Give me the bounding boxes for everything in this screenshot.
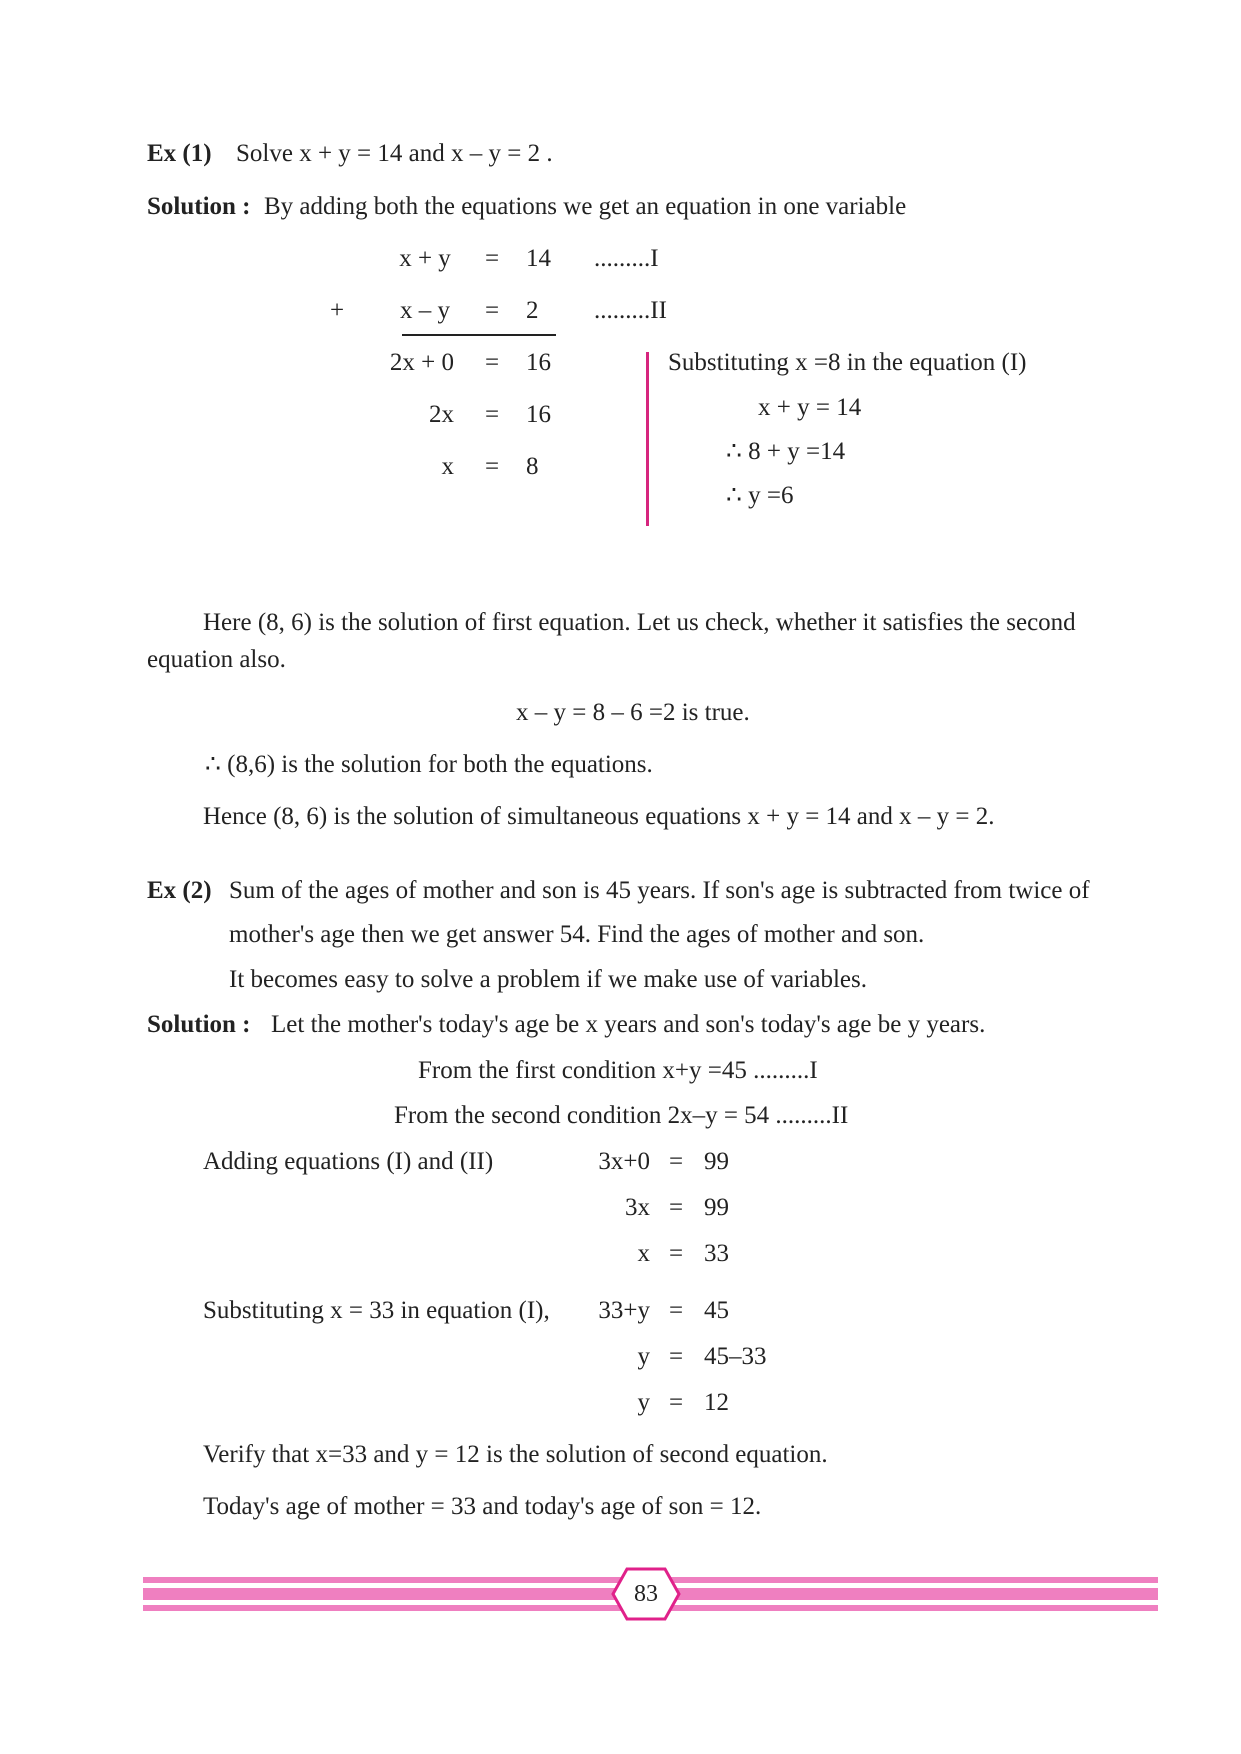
sum3-lhs: x: [441, 453, 454, 480]
sub1-lhs: 33+y: [598, 1297, 650, 1324]
ex2-problem-line-1: Sum of the ages of mother and son is 45 years. If son's age is subtracted from twice of: [229, 877, 1090, 904]
add2-rhs: 99: [704, 1194, 729, 1221]
sub3-lhs: y: [637, 1389, 650, 1416]
check-paragraph-line-2: equation also.: [147, 646, 286, 673]
subst-title: Substituting x =8 in the equation (I): [668, 349, 1027, 376]
answer-line: Today's age of mother = 33 and today's age of son = 12.: [203, 1493, 762, 1520]
eq1-equals: =: [484, 245, 500, 272]
add2-equals: =: [668, 1194, 684, 1221]
subst-line-3: ∴ y =6: [726, 482, 794, 509]
ex2-label: Ex (2): [147, 877, 212, 904]
ex1-problem: Solve x + y = 14 and x – y = 2 .: [236, 140, 553, 167]
sum-underline: [402, 334, 556, 336]
subst-line-2: ∴ 8 + y =14: [726, 438, 846, 465]
sum2-lhs: 2x: [429, 401, 454, 428]
eq1-lhs: x + y: [399, 245, 451, 272]
page-number: 83: [634, 1581, 658, 1607]
plus-sign: +: [330, 297, 345, 324]
sub3-equals: =: [668, 1389, 684, 1416]
therefore-line: ∴ (8,6) is the solution for both the equations.: [205, 751, 653, 778]
sum3-equals: =: [484, 453, 500, 480]
substituting-label: Substituting x = 33 in equation (I),: [203, 1297, 550, 1324]
check-equation: x – y = 8 – 6 =2 is true.: [516, 699, 750, 726]
condition-1: From the first condition x+y =45 .........I: [418, 1057, 818, 1084]
sum2-rhs: 16: [526, 401, 551, 428]
sub2-lhs: y: [637, 1343, 650, 1370]
ex2-problem-line-3: It becomes easy to solve a problem if we make use of variables.: [229, 966, 867, 993]
sum2-equals: =: [484, 401, 500, 428]
divider-bar: [646, 352, 649, 526]
eq1-rhs: 14: [526, 245, 551, 272]
add1-rhs: 99: [704, 1148, 729, 1175]
sub2-rhs: 45–33: [704, 1343, 767, 1370]
add1-lhs: 3x+0: [598, 1148, 650, 1175]
condition-2: From the second condition 2x–y = 54 .........II: [394, 1102, 849, 1129]
hence-line: Hence (8, 6) is the solution of simultaneous equations x + y = 14 and x – y = 2.: [203, 803, 995, 830]
ex2-solution-label: Solution :: [147, 1011, 251, 1038]
eq2-equals: =: [484, 297, 500, 324]
sum3-rhs: 8: [526, 453, 539, 480]
eq2-tag: .........II: [594, 297, 667, 324]
add1-equals: =: [668, 1148, 684, 1175]
sub1-rhs: 45: [704, 1297, 729, 1324]
ex2-problem-line-2: mother's age then we get answer 54. Find the ages of mother and son.: [229, 921, 925, 948]
add3-lhs: x: [637, 1240, 650, 1267]
eq1-tag: .........I: [594, 245, 659, 272]
add3-rhs: 33: [704, 1240, 729, 1267]
adding-label: Adding equations (I) and (II): [203, 1148, 494, 1175]
ex1-solution-intro: By adding both the equations we get an equation in one variable: [264, 193, 907, 220]
eq2-rhs: 2: [526, 297, 539, 324]
ex1-solution-label: Solution :: [147, 193, 251, 220]
ex1-label: Ex (1): [147, 140, 212, 167]
eq2-lhs: x – y: [400, 297, 450, 324]
sub1-equals: =: [668, 1297, 684, 1324]
add3-equals: =: [668, 1240, 684, 1267]
check-paragraph-line-1: Here (8, 6) is the solution of first equation. Let us check, whether it satisfies the second: [203, 609, 1076, 636]
ex2-solution-intro: Let the mother's today's age be x years and son's today's age be y years.: [271, 1011, 986, 1038]
add2-lhs: 3x: [625, 1194, 650, 1221]
subst-line-1: x + y = 14: [758, 394, 862, 421]
verify-line: Verify that x=33 and y = 12 is the solution of second equation.: [203, 1441, 828, 1468]
sum1-rhs: 16: [526, 349, 551, 376]
sum1-lhs: 2x + 0: [389, 349, 454, 376]
sub2-equals: =: [668, 1343, 684, 1370]
sub3-rhs: 12: [704, 1389, 729, 1416]
sum1-equals: =: [484, 349, 500, 376]
